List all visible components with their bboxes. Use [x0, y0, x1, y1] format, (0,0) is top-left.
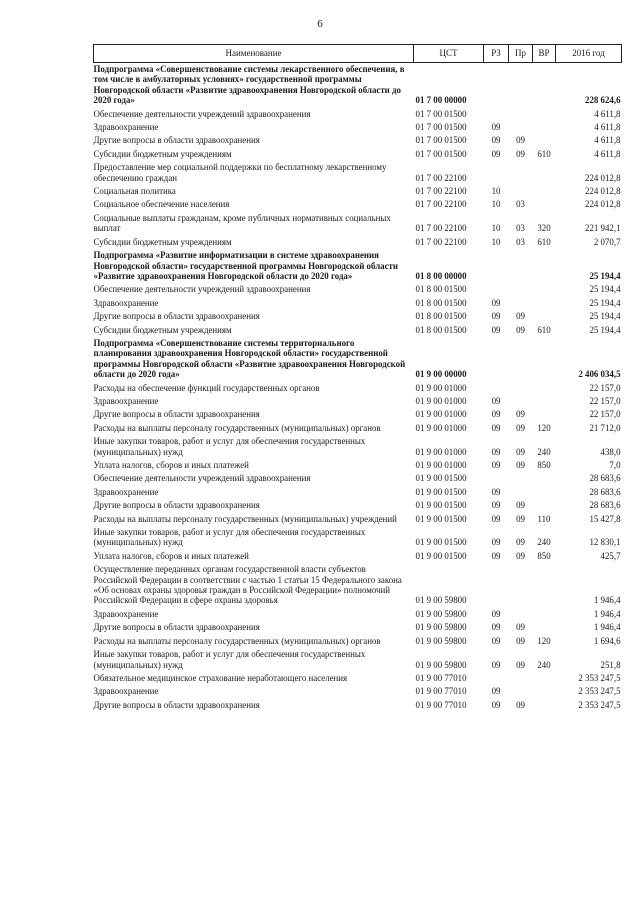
page-number: 6 — [317, 18, 323, 30]
row-vr: 610 — [537, 236, 551, 247]
row-amount: 12 830,1 — [589, 537, 621, 548]
row-cst: 01 9 00 01500 — [415, 537, 467, 548]
row-rz: 09 — [491, 311, 501, 322]
row-rz — [484, 563, 509, 608]
row-cst: 01 9 00 01500 — [415, 550, 467, 561]
row-rz: 09 — [491, 324, 501, 335]
row-name: Другие вопросы в области здравоохранения — [93, 500, 260, 511]
row-cst: 01 7 00 22100 — [415, 236, 467, 247]
header-vr: ВР — [533, 45, 556, 63]
row-rz — [484, 283, 509, 296]
row-amount: 22 157,0 — [589, 395, 621, 406]
row-pr — [509, 395, 533, 408]
row-pr: 09 — [516, 324, 525, 335]
row-amount: 425,7 — [600, 550, 621, 561]
table-row — [94, 212, 622, 236]
row-rz: 09 — [491, 135, 501, 146]
row-pr: 09 — [516, 659, 525, 670]
row-name: Обязательное медицинское страхование неработающего населения — [93, 672, 348, 683]
row-vr: 240 — [537, 446, 551, 457]
row-name: Подпрограмма «Совершенствование системы территориального планирования здравоохранения Новгородской области» государственной программы Новгородской области «Развитие здравоохранения Новгородской области до 2020 года» — [93, 337, 406, 380]
row-pr: 09 — [516, 422, 525, 433]
table-row — [94, 699, 622, 712]
row-cst: 01 9 00 59800 — [415, 595, 467, 606]
table-row — [94, 185, 622, 198]
row-vr — [533, 337, 556, 382]
row-vr — [533, 185, 556, 198]
row-cst: 01 7 00 22100 — [415, 172, 467, 183]
row-amount: 221 942,1 — [585, 223, 621, 234]
row-vr — [533, 283, 556, 296]
row-name: Здравоохранение — [93, 486, 159, 497]
row-amount: 2 406 034,5 — [578, 369, 621, 380]
table-row — [94, 435, 622, 459]
row-cst: 01 9 00 01000 — [415, 422, 467, 433]
row-name: Расходы на выплаты персоналу государственных (муниципальных) органов — [93, 422, 381, 433]
row-name: Обеспечение деятельности учреждений здравоохранения — [93, 108, 311, 119]
row-vr: 320 — [537, 223, 551, 234]
table-row — [94, 459, 622, 472]
budget-table — [93, 44, 622, 712]
row-name: Иные закупки товаров, работ и услуг для обеспечения государственных (муниципальных) нужд — [93, 649, 366, 670]
header-cst: ЦСТ — [414, 45, 484, 63]
row-vr: 110 — [537, 513, 551, 524]
table-row — [94, 635, 622, 648]
row-amount: 4 611,8 — [594, 122, 621, 133]
row-name: Иные закупки товаров, работ и услуг для обеспечения государственных (муниципальных) нужд — [93, 436, 366, 457]
row-pr: 09 — [516, 635, 525, 646]
row-pr: 09 — [516, 550, 525, 561]
row-name: Социальная политика — [93, 186, 176, 197]
table-row — [94, 382, 622, 395]
table-row — [94, 236, 622, 249]
row-name: Другие вопросы в области здравоохранения — [93, 135, 260, 146]
table-row — [94, 310, 622, 323]
row-amount: 251,8 — [600, 659, 621, 670]
row-pr: 03 — [516, 236, 525, 247]
row-rz — [484, 108, 509, 121]
row-rz: 09 — [491, 486, 501, 497]
row-name: Социальное обеспечение населения — [93, 199, 230, 210]
row-amount: 21 712,0 — [589, 422, 621, 433]
row-rz: 09 — [491, 686, 501, 697]
header-pr: Пр — [509, 45, 533, 63]
row-pr — [509, 121, 533, 134]
row-name: Здравоохранение — [93, 686, 159, 697]
row-cst: 01 8 00 01500 — [415, 297, 467, 308]
row-pr: 09 — [516, 699, 525, 710]
table-row — [94, 297, 622, 310]
table-row — [94, 621, 622, 634]
row-vr: 120 — [537, 635, 551, 646]
row-vr — [533, 408, 556, 421]
row-amount: 1 946,4 — [593, 595, 621, 606]
row-cst: 01 9 00 59800 — [415, 635, 467, 646]
row-pr: 09 — [516, 513, 525, 524]
row-vr — [533, 472, 556, 485]
row-rz: 09 — [491, 659, 501, 670]
table-row — [94, 422, 622, 435]
row-name: Субсидии бюджетным учреждениям — [93, 324, 232, 335]
subprogram-row — [94, 337, 622, 382]
table-row — [94, 395, 622, 408]
table-row — [94, 134, 622, 147]
row-cst: 01 7 00 22100 — [415, 186, 467, 197]
row-pr: 09 — [516, 622, 525, 633]
row-amount: 25 194,4 — [589, 311, 621, 322]
table-header — [94, 45, 622, 63]
row-pr — [509, 283, 533, 296]
row-amount: 1 946,4 — [593, 622, 621, 633]
row-amount: 4 611,8 — [594, 135, 621, 146]
row-cst: 01 9 00 01500 — [415, 513, 467, 524]
row-name: Расходы на выплаты персоналу государственных (муниципальных) органов — [93, 635, 381, 646]
row-rz: 09 — [491, 550, 501, 561]
row-pr — [509, 63, 533, 108]
row-vr: 120 — [537, 422, 551, 433]
row-rz: 09 — [491, 122, 501, 133]
row-amount: 25 194,4 — [589, 270, 621, 281]
row-cst: 01 9 00 01000 — [415, 409, 467, 420]
row-pr — [509, 337, 533, 382]
row-vr — [533, 249, 556, 283]
row-name: Здравоохранение — [93, 608, 159, 619]
row-vr — [533, 608, 556, 621]
row-vr — [533, 499, 556, 512]
row-vr — [533, 134, 556, 147]
row-name: Другие вопросы в области здравоохранения — [93, 311, 260, 322]
row-cst: 01 9 00 77010 — [415, 672, 467, 683]
row-rz: 09 — [491, 537, 501, 548]
row-amount: 4 611,8 — [594, 148, 621, 159]
row-name: Обеспечение деятельности учреждений здравоохранения — [93, 473, 311, 484]
row-name: Уплата налогов, сборов и иных платежей — [93, 550, 249, 561]
subprogram-row — [94, 63, 622, 108]
row-pr — [509, 472, 533, 485]
row-rz — [484, 337, 509, 382]
row-cst: 01 8 00 01500 — [415, 284, 467, 295]
row-rz: 09 — [491, 513, 501, 524]
row-rz — [484, 63, 509, 108]
row-name: Другие вопросы в области здравоохранения — [93, 699, 260, 710]
row-cst: 01 7 00 00000 — [415, 95, 467, 106]
table-row — [94, 499, 622, 512]
row-pr — [509, 672, 533, 685]
row-vr — [533, 395, 556, 408]
table-row — [94, 648, 622, 672]
table-row — [94, 685, 622, 698]
row-rz — [484, 249, 509, 283]
row-rz: 10 — [491, 186, 501, 197]
row-pr — [509, 297, 533, 310]
row-cst: 01 9 00 59800 — [415, 608, 467, 619]
row-pr: 09 — [516, 135, 525, 146]
row-amount: 7,0 — [609, 460, 621, 470]
row-vr — [533, 699, 556, 712]
row-amount: 15 427,8 — [589, 513, 621, 524]
row-vr — [533, 621, 556, 634]
row-name: Расходы на выплаты персоналу государственных (муниципальных) учреждений — [93, 513, 397, 524]
row-vr — [533, 161, 556, 185]
row-amount: 25 194,4 — [589, 297, 621, 308]
row-vr — [533, 563, 556, 608]
row-vr: 850 — [537, 460, 551, 470]
row-cst: 01 9 00 59800 — [415, 659, 467, 670]
row-cst: 01 7 00 01500 — [415, 135, 467, 146]
row-rz — [484, 672, 509, 685]
row-amount: 25 194,4 — [589, 284, 621, 295]
row-cst: 01 7 00 01500 — [415, 148, 467, 159]
row-amount: 22 157,0 — [589, 409, 621, 420]
row-pr: 09 — [516, 409, 525, 420]
row-cst: 01 9 00 01000 — [415, 460, 467, 470]
row-vr — [533, 672, 556, 685]
row-cst: 01 9 00 01500 — [415, 500, 467, 511]
table-row — [94, 283, 622, 296]
table-row — [94, 513, 622, 526]
row-cst: 01 9 00 01500 — [415, 486, 467, 497]
table-row — [94, 608, 622, 621]
row-name: Уплата налогов, сборов и иных платежей — [93, 460, 249, 470]
table-row — [94, 408, 622, 421]
row-cst: 01 9 00 01000 — [415, 382, 467, 393]
subprogram-row — [94, 249, 622, 283]
row-pr — [509, 108, 533, 121]
row-pr — [509, 486, 533, 499]
row-name: Расходы на обеспечение функций государственных органов — [93, 382, 320, 393]
row-amount: 1 694,6 — [593, 635, 621, 646]
row-pr: 09 — [516, 500, 525, 511]
row-rz: 09 — [491, 622, 501, 633]
row-name: Предоставление мер социальной поддержки по бесплатному лекарственному обеспечению граждан — [93, 162, 387, 183]
row-cst: 01 7 00 22100 — [415, 199, 467, 210]
row-pr: 03 — [516, 223, 525, 234]
table-body — [94, 63, 622, 713]
table-row — [94, 486, 622, 499]
row-vr: 610 — [537, 148, 551, 159]
row-rz — [484, 472, 509, 485]
row-pr — [509, 161, 533, 185]
row-pr — [509, 608, 533, 621]
row-amount: 22 157,0 — [589, 382, 621, 393]
row-vr — [533, 63, 556, 108]
row-rz: 09 — [491, 148, 501, 159]
row-name: Социальные выплаты гражданам, кроме публичных нормативных социальных выплат — [93, 212, 391, 234]
row-vr — [533, 486, 556, 499]
row-pr — [509, 185, 533, 198]
row-amount: 2 070,7 — [593, 236, 621, 247]
table-row — [94, 121, 622, 134]
row-name: Другие вопросы в области здравоохранения — [93, 622, 260, 633]
row-vr — [533, 310, 556, 323]
row-rz: 09 — [491, 500, 501, 511]
row-rz — [484, 161, 509, 185]
row-name: Здравоохранение — [93, 395, 159, 406]
row-amount: 2 353 247,5 — [578, 686, 621, 697]
row-pr — [509, 249, 533, 283]
row-amount: 1 946,4 — [593, 608, 621, 619]
header-name: Наименование — [94, 45, 414, 63]
row-vr — [533, 382, 556, 395]
row-cst: 01 9 00 00000 — [415, 369, 467, 380]
row-cst: 01 8 00 00000 — [415, 270, 467, 281]
row-cst: 01 9 00 01000 — [415, 446, 467, 457]
row-name: Осуществление переданных органам государственной власти субъектов Российской Федерации в соответствии с частью 1 статьи 15 Федерального закона «Об основах охраны здоровья граждан в Российской Федерации» полномочий Российской Федерации в сфере охраны здоровья — [93, 564, 402, 606]
row-cst: 01 7 00 01500 — [415, 108, 467, 119]
row-rz: 10 — [491, 236, 501, 247]
row-cst: 01 9 00 01500 — [415, 473, 467, 484]
row-name: Обеспечение деятельности учреждений здравоохранения — [93, 284, 311, 295]
table-row — [94, 550, 622, 563]
table-row — [94, 672, 622, 685]
row-name: Иные закупки товаров, работ и услуг для обеспечения государственных (муниципальных) нужд — [93, 527, 366, 548]
row-amount: 25 194,4 — [589, 324, 621, 335]
row-amount: 228 624,6 — [585, 95, 621, 106]
header-year: 2016 год — [556, 45, 622, 63]
row-name: Субсидии бюджетным учреждениям — [93, 236, 232, 247]
row-vr: 610 — [537, 324, 551, 335]
row-name: Подпрограмма «Совершенствование системы лекарственного обеспечения, в том числе в амбулаторных условиях» государственной программы Новгородской области «Развитие здравоохранения Новгородской области до 2020 года» — [93, 64, 405, 106]
row-rz: 09 — [491, 297, 501, 308]
row-vr — [533, 297, 556, 310]
row-pr: 09 — [516, 148, 525, 159]
row-pr: 09 — [516, 311, 525, 322]
row-amount: 28 683,6 — [589, 473, 621, 484]
row-amount: 224 012,8 — [585, 199, 621, 210]
row-cst: 01 9 00 59800 — [415, 622, 467, 633]
row-rz: 10 — [491, 223, 501, 234]
row-cst: 01 9 00 77010 — [415, 699, 467, 710]
row-pr: 09 — [516, 460, 525, 470]
table-row — [94, 563, 622, 608]
row-vr — [533, 198, 556, 211]
row-rz: 09 — [491, 608, 501, 619]
table-row — [94, 198, 622, 211]
row-amount: 224 012,8 — [585, 172, 621, 183]
row-cst: 01 8 00 01500 — [415, 324, 467, 335]
row-rz: 10 — [491, 199, 501, 210]
row-amount: 4 611,8 — [594, 108, 621, 119]
row-rz: 09 — [491, 446, 501, 457]
table-row — [94, 161, 622, 185]
row-rz: 09 — [491, 635, 501, 646]
row-name: Субсидии бюджетным учреждениям — [93, 148, 232, 159]
row-vr — [533, 685, 556, 698]
row-amount: 28 683,6 — [589, 500, 621, 511]
row-cst: 01 8 00 01500 — [415, 311, 467, 322]
row-amount: 28 683,6 — [589, 486, 621, 497]
row-cst: 01 7 00 22100 — [415, 223, 467, 234]
table-row — [94, 148, 622, 161]
row-pr: 09 — [516, 537, 525, 548]
header-rz: РЗ — [484, 45, 509, 63]
row-cst: 01 9 00 77010 — [415, 686, 467, 697]
row-cst: 01 7 00 01500 — [415, 122, 467, 133]
row-rz: 09 — [491, 460, 501, 470]
row-pr — [509, 382, 533, 395]
row-rz: 09 — [491, 699, 501, 710]
row-name: Другие вопросы в области здравоохранения — [93, 409, 260, 420]
row-name: Здравоохранение — [93, 297, 159, 308]
table-row — [94, 526, 622, 550]
row-amount: 224 012,8 — [585, 186, 621, 197]
row-cst: 01 9 00 01000 — [415, 395, 467, 406]
row-pr — [509, 685, 533, 698]
row-rz: 09 — [491, 422, 501, 433]
row-amount: 438,0 — [600, 446, 621, 457]
row-amount: 2 353 247,5 — [578, 672, 621, 683]
table-row — [94, 472, 622, 485]
row-vr — [533, 121, 556, 134]
row-rz — [484, 382, 509, 395]
row-pr: 03 — [516, 199, 525, 210]
row-amount: 2 353 247,5 — [578, 699, 621, 710]
table-row — [94, 108, 622, 121]
row-rz: 09 — [491, 395, 501, 406]
row-vr: 240 — [537, 659, 551, 670]
row-pr: 09 — [516, 446, 525, 457]
row-pr — [509, 563, 533, 608]
row-name: Подпрограмма «Развитие информатизации в системе здравоохранения Новгородской области» государственной программы Новгородской области «Развитие здравоохранения Новгородской области до 2020 года» — [93, 250, 399, 281]
row-vr: 240 — [537, 537, 551, 548]
table-row — [94, 324, 622, 337]
row-rz: 09 — [491, 409, 501, 420]
row-name: Здравоохранение — [93, 122, 159, 133]
row-vr — [533, 108, 556, 121]
row-vr: 850 — [537, 550, 551, 561]
